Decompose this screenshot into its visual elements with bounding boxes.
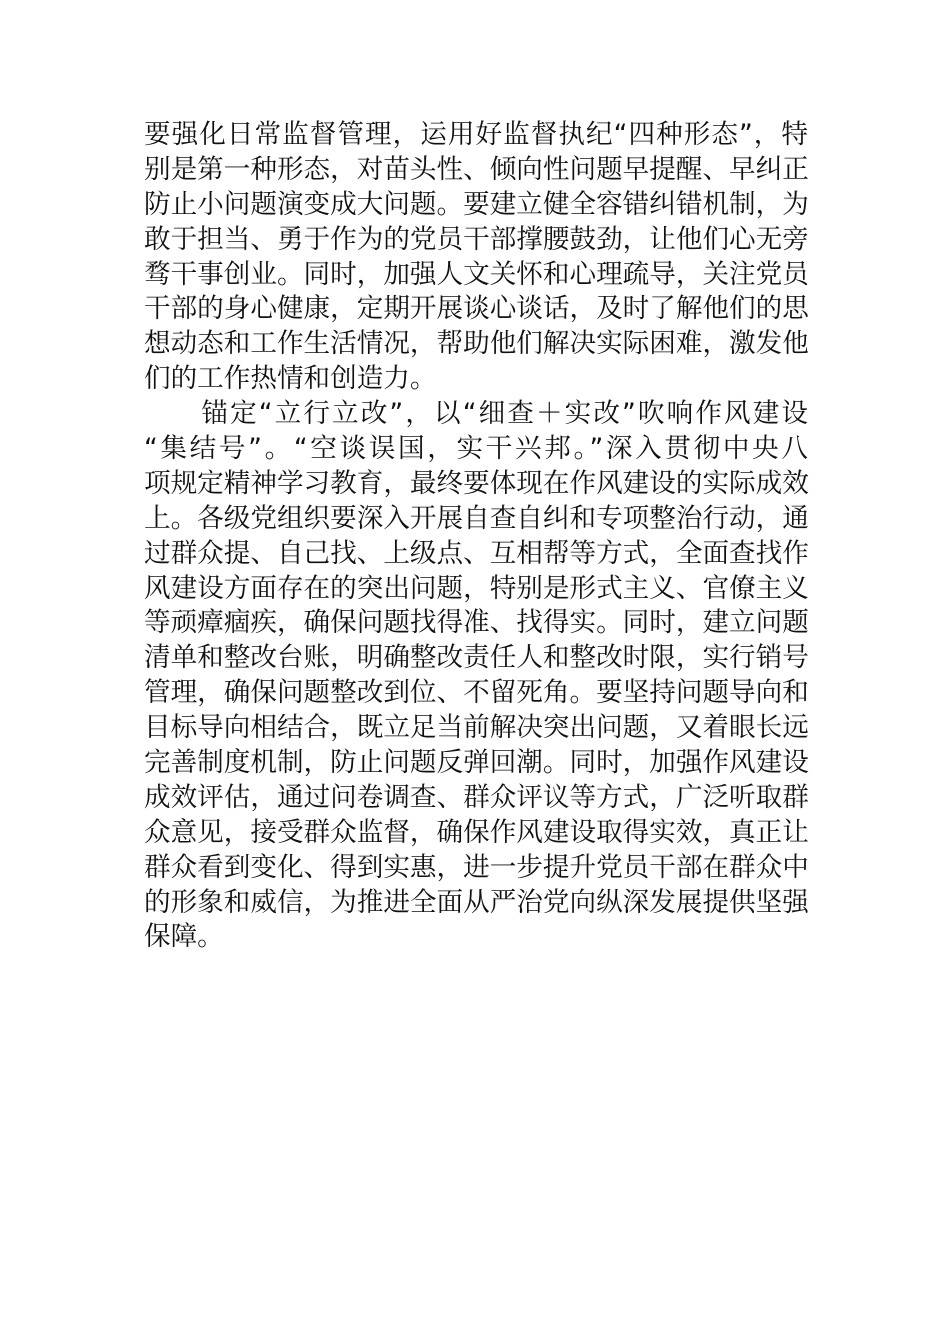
text-line: 众意见，接受群众监督，确保作风建设取得实效，真正让: [144, 816, 809, 848]
text-line: 等顽瘴痼疾，确保问题找得准、找得实。同时，建立问题: [144, 607, 809, 639]
paragraph-1: [144, 118, 808, 397]
text-line: 想动态和工作生活情况，帮助他们解决实际困难，激发他: [144, 328, 809, 360]
text-line: 干部的身心健康，定期开展谈心谈话，及时了解他们的思: [144, 293, 809, 325]
text-line: 上。各级党组织要深入开展自查自纠和专项整治行动，通: [144, 502, 809, 534]
text-line: 防止小问题演变成大问题。要建立健全容错纠错机制，为: [144, 188, 809, 220]
text-line: 过群众提、自己找、上级点、互相帮等方式，全面查找作: [144, 537, 809, 569]
text-line: 管理，确保问题整改到位、不留死角。要坚持问题导向和: [144, 677, 809, 709]
text-line: 群众看到变化、得到实惠，进一步提升党员干部在群众中: [144, 851, 809, 883]
text-line: 清单和整改台账，明确整改责任人和整改时限，实行销号: [144, 642, 809, 674]
text-line: 项规定精神学习教育，最终要体现在作风建设的实际成效: [144, 467, 809, 499]
text-line: 敢于担当、勇于作为的党员干部撑腰鼓劲，让他们心无旁: [144, 223, 809, 255]
text-line: 完善制度机制，防止问题反弹回潮。同时，加强作风建设: [144, 747, 809, 779]
text-line: 成效评估，通过问卷调查、群众评议等方式，广泛听取群: [144, 781, 809, 813]
text-line: 骛干事创业。同时，加强人文关怀和心理疏导，关注党员: [144, 258, 809, 290]
text-line: “集结号”。“空谈误国，实干兴邦。”深入贯彻中央八: [144, 433, 808, 465]
paragraph-2: [144, 397, 808, 955]
text-line: 风建设方面存在的突出问题，特别是形式主义、官僚主义: [144, 572, 809, 604]
text-line: 们的工作热情和创造力。: [144, 363, 437, 395]
text-line: 要强化日常监督管理，运用好监督执纪“四种形态”，特: [144, 119, 808, 150]
text-line: 别是第一种形态，对苗头性、倾向性问题早提醒、早纠正: [144, 153, 809, 185]
body-text: [144, 118, 808, 955]
text-line: 目标导向相结合，既立足当前解决突出问题，又着眼长远: [144, 712, 809, 744]
text-line: 锚定“立行立改”，以“细查＋实改”吹响作风建设: [144, 398, 808, 430]
text-line: 保障。: [144, 921, 224, 953]
text-line: 的形象和威信，为推进全面从严治党向纵深发展提供坚强: [144, 886, 809, 918]
